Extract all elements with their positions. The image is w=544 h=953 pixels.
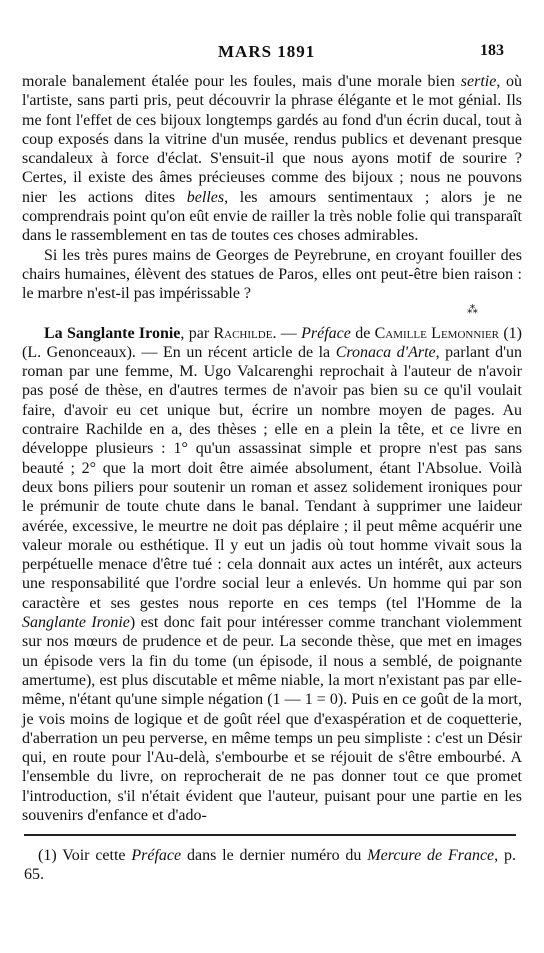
text-run: (1) (L. Genonceaux). — En un récent article de la	[22, 324, 522, 361]
italic-run: sertie	[460, 73, 497, 90]
text-run: , les amours sentimentaux ; alors je ne comprendrais point qu'on eût envie de railler la très noble folie qui transparaît dans le rassemblement en tas de toutes ces choses admirables.	[22, 188, 523, 245]
body-text	[22, 72, 522, 825]
spacer	[22, 316, 522, 324]
text-run: , où l'artiste, sans parti pris, peut découvrir la phrase élégante et le mot génial. Ils me font l'effet de ces bijoux longtemps gardés au fond d'un écrin ducal, tout à coup exposés dans la vitrine d'un musée, rendus publics et devenant presque scandaleux à force d'éclat. S'ensuit-il que nous ayons motif de sourire ? Certes, il existe des âmes précieuses comme des bijoux ; nous ne pouvons nier les actions dites	[22, 73, 523, 206]
review-paragraph	[22, 324, 522, 826]
italic-run: belles	[186, 188, 225, 206]
journal-title: Cronaca d'Arte	[335, 343, 436, 361]
page-number: 183	[480, 42, 504, 59]
paragraph-2: Si les très pures mains de Georges de Peyrebrune, en croyant fouiller des chairs humaines, élèvent des statues de Paros, elles ont peut-être bien raison : le marbre n'est-il pas impérissable ?	[22, 246, 522, 303]
text-run: de	[350, 324, 375, 342]
text-run: . —	[272, 324, 302, 342]
preface-author: Camille Lemonnier	[374, 324, 499, 342]
review-title: La Sanglante Ironie	[44, 324, 181, 342]
text-run: , parlant d'un roman par une femme, M. Ugo Valcarenghi reprochait à l'auteur de n'avoir pas posé de thèse, en d'autres termes de n'avoir pas bien su ce qu'il voulait faire, d'avoir eu cet unique but, écrire un nombre moyen de pages. Au contraire Rachilde en a, des thèses ; elle en a plein la tête, et ce livre en développe plusieurs : 1° qu'un assassinat simple et propre n'est pas sans beauté ; 2° que la mort doit être aimée absolument, étant l'Absolue. Voilà deux bons piliers pour soutenir un roman et assez solidement ironiques pour le prémunir de toute chute dans le banal. Tendant à supprimer une laideur avérée, excessive, le meurtre ne doit pas déplaire ; il peut même acquérir une valeur morale ou esthétique. Il y eut un jadis où tout homme vivait sous la perpétuelle menace d'être tué : cela donnait aux actes un intérêt, aux acteurs une responsabilité que l'ordre social leur a enlevés. Un homme qui par son caractère et ses gestes nous reporte en ces temps (tel l'Homme de la	[22, 343, 523, 612]
paragraph-1	[22, 72, 522, 246]
text-run: , p. 65.	[24, 847, 517, 883]
text-run: (1) Voir cette	[38, 847, 132, 864]
page-header	[0, 42, 544, 66]
footnote-text	[24, 846, 516, 884]
review-author: Rachilde	[213, 324, 273, 342]
italic-run: Mercure de France	[367, 847, 495, 864]
text-run: morale banalement étalée pour les foules, mais d'une morale bien	[22, 73, 461, 90]
italic-run: Préface	[131, 847, 182, 864]
text-run: dans le dernier numéro du	[181, 847, 368, 864]
text-run: ) est donc fait pour intéresser comme tranchant violemment sur nos mœurs de prudence et de peur. La seconde thèse, que met en images un épisode vers la fin du tome (un épisode, il nous a semblé, de poignante amertume), est plus discutable et même niable, la mort n'existant pas par elle-même, n'étant qu'une simple négation (1 — 1 = 0). Puis en ce goût de la mort, je vois moins de logique et de goût réel que d'exaspération et de coquetterie, d'aberration un peu perverse, en même temps un peu simpliste : c'est un Désir qui, en route pour l'Au-delà, s'embourbe et se réjouit de s'être embourbé. A l'ensemble du livre, on reprocherait de ne pas donner tout ce que promet l'introduction, s'il n'était évident que l'auteur, puisant pour une partie en les souvenirs d'enfance et d'ado-	[22, 614, 523, 824]
running-title: MARS 1891	[218, 42, 316, 61]
italic-run: Sanglante Ironie	[22, 614, 130, 632]
text-run: , par	[180, 324, 214, 342]
section-separator: ⁂	[467, 303, 478, 316]
footnote-divider	[24, 834, 516, 836]
footnote	[24, 846, 516, 884]
italic-run: Préface	[301, 324, 351, 342]
